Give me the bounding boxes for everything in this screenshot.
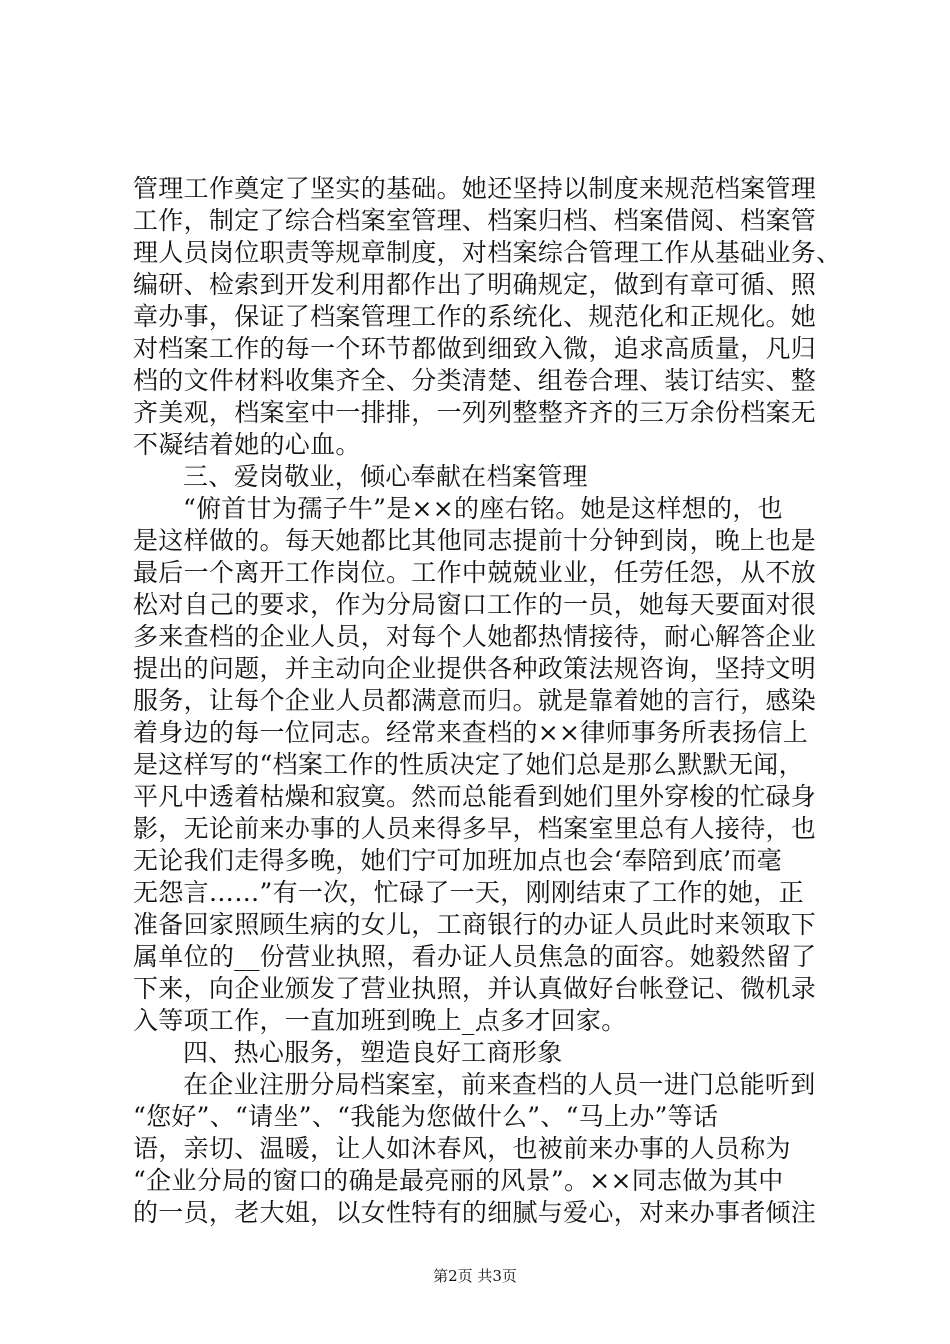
text-line: 最后一个离开工作岗位。工作中兢兢业业，任劳任怨，从不放	[133, 558, 817, 587]
paragraph-first-line: 在企业注册分局档案室，前来查档的人员一进门总能听到	[183, 1070, 816, 1099]
text-line: 松对自己的要求，作为分局窗口工作的一员，她每天要面对很	[133, 590, 817, 619]
text-line: 入等项工作，一直加班到晚上_点多才回家。	[133, 1006, 627, 1035]
text-line: 是这样写的“档案工作的性质决定了她们总是那么默默无闻，	[133, 750, 804, 779]
text-line: 准备回家照顾生病的女儿，工商银行的办证人员此时来领取下	[133, 910, 817, 939]
text-line: 属单位的__份营业执照，看办证人员焦急的面容。她毅然留了	[133, 942, 817, 971]
text-line: 工作，制定了综合档案室管理、档案归档、档案借阅、档案管	[133, 206, 817, 235]
text-line: 齐美观，档案室中一排排，一列列整整齐齐的三万余份档案无	[133, 398, 817, 427]
text-line: 无论我们走得多晚，她们宁可加班加点也会‘奉陪到底’而毫	[133, 846, 782, 875]
text-line: 档的文件材料收集齐全、分类清楚、组卷合理、装订结实、整	[133, 366, 817, 395]
document-body	[133, 173, 842, 1229]
page-number-footer: 第2页 共3页	[433, 1267, 517, 1285]
text-line: 着身边的每一位同志。经常来查档的××律师事务所表扬信上	[133, 718, 808, 747]
text-line: 下来，向企业颁发了营业执照，并认真做好台帐登记、微机录	[133, 974, 817, 1003]
text-line: “您好”、“请坐”、“我能为您做什么”、“马上办”等话	[133, 1102, 719, 1131]
paragraph-first-line: 三、爱岗敬业，倾心奉献在档案管理	[183, 462, 588, 491]
paragraph-first-line: 四、热心服务，塑造良好工商形象	[183, 1038, 563, 1067]
text-line: 编研、检索到开发利用都作出了明确规定，做到有章可循、照	[133, 270, 817, 299]
paragraph-first-line: “俯首甘为孺子牛”是××的座右铭。她是这样想的，也	[183, 494, 783, 523]
text-line: 提出的问题，并主动向企业提供各种政策法规咨询，坚持文明	[133, 654, 817, 683]
text-line: 对档案工作的每一个环节都做到细致入微，追求高质量，凡归	[133, 334, 817, 363]
text-line: 不凝结着她的心血。	[133, 430, 361, 459]
text-line: 服务，让每个企业人员都满意而归。就是靠着她的言行，感染	[133, 686, 817, 715]
text-line: 章办事，保证了档案管理工作的系统化、规范化和正规化。她	[133, 302, 817, 331]
text-line: 平凡中透着枯燥和寂寞。然而总能看到她们里外穿梭的忙碌身	[133, 782, 817, 811]
text-line: 管理工作奠定了坚实的基础。她还坚持以制度来规范档案管理	[133, 174, 817, 203]
text-line: “企业分局的窗口的确是最亮丽的风景”。××同志做为其中	[133, 1166, 784, 1195]
text-line: 的一员，老大姐，以女性特有的细腻与爱心，对来办事者倾注	[133, 1198, 817, 1227]
text-line: 多来查档的企业人员，对每个人她都热情接待，耐心解答企业	[133, 622, 817, 651]
text-line: 无怨言……”有一次，忙碌了一天，刚刚结束了工作的她，正	[133, 878, 804, 907]
text-line: 是这样做的。每天她都比其他同志提前十分钟到岗，晚上也是	[133, 526, 817, 555]
text-line: 语，亲切、温暖，让人如沐春风，也被前来办事的人员称为	[133, 1134, 791, 1163]
text-line: 影，无论前来办事的人员来得多早，档案室里总有人接待，也	[133, 814, 817, 843]
text-line: 理人员岗位职责等规章制度，对档案综合管理工作从基础业务、	[133, 238, 842, 267]
